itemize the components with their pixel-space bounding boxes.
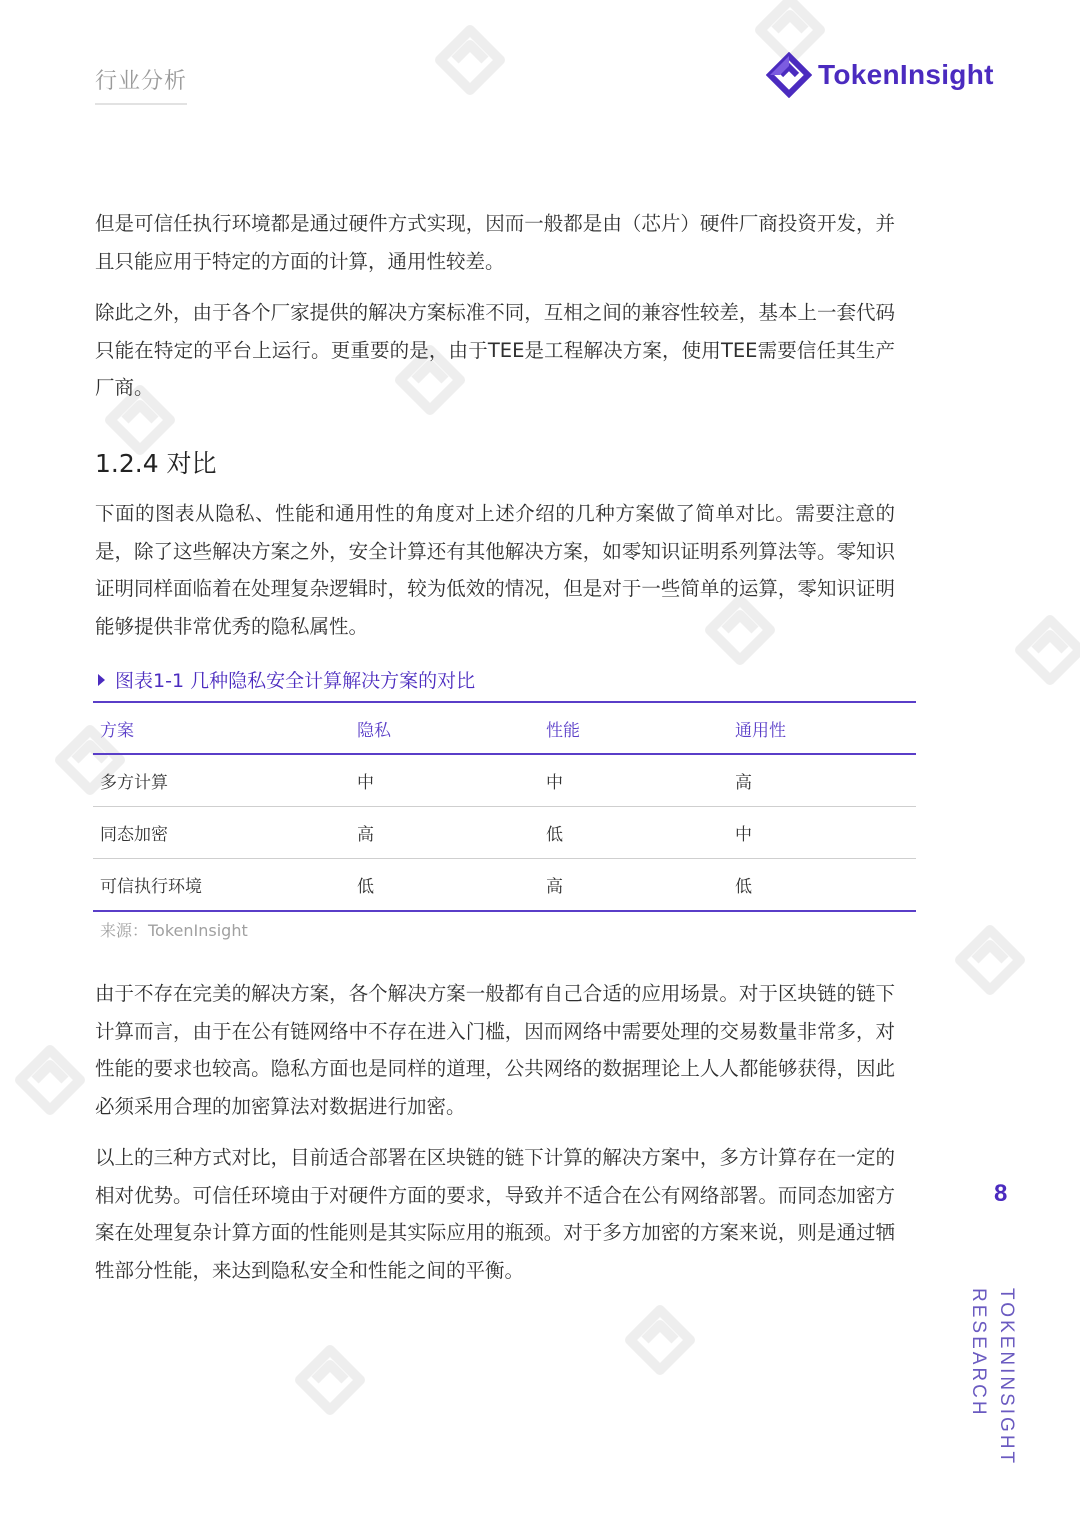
table-cell: 高: [728, 754, 916, 807]
vertical-brand-line-2: RESEARCH: [968, 1288, 989, 1418]
table-cell: 可信执行环境: [93, 859, 350, 912]
table-header-row: [93, 702, 916, 754]
comparison-table: [93, 701, 916, 912]
table-cell: 中: [728, 807, 916, 859]
column-header-scheme: 方案: [93, 702, 350, 754]
paragraph-tee-compatibility: 除此之外，由于各个厂家提供的解决方案标准不同，互相之间的兼容性较差，基本上一套代码只能在特定的平台上运行。更重要的是，由于TEE是工程解决方案，使用TEE需要信任其生产厂商。: [95, 301, 895, 399]
table-cell: 低: [539, 807, 728, 859]
column-header-generality: 通用性: [728, 702, 916, 754]
table-cell: 低: [350, 859, 539, 912]
table-source: 来源：TokenInsight: [100, 921, 248, 940]
vertical-brand-line-1: TOKENINSIGHT: [996, 1288, 1017, 1467]
table-caption-text: 图表1-1 几种隐私安全计算解决方案的对比: [115, 670, 476, 692]
column-header-privacy: 隐私: [350, 702, 539, 754]
brand-lockup: [766, 52, 994, 98]
table-cell: 中: [350, 754, 539, 807]
table-cell: 中: [539, 754, 728, 807]
brand-name: TokenInsight: [818, 59, 994, 90]
table-cell: 高: [539, 859, 728, 912]
tokeninsight-logo-icon: [766, 52, 812, 98]
table-cell: 低: [728, 859, 916, 912]
paragraph-conclusion: 以上的三种方式对比，目前适合部署在区块链的链下计算的解决方案中，多方计算存在一定的相对优势。可信任环境由于对硬件方面的要求，导致并不适合在公有网络部署。而同态加密方案在处理复杂计算方面的性能则是其实际应用的瓶颈。对于多方加密的方案来说，则是通过牺牲部分性能，来达到隐私安全和性能之间的平衡。: [95, 1146, 895, 1282]
section-label: 行业分析: [95, 64, 187, 105]
section-heading: 1.2.4 对比: [95, 449, 217, 478]
column-header-performance: 性能: [539, 702, 728, 754]
triangle-right-icon: [98, 674, 105, 686]
table-cell: 高: [350, 807, 539, 859]
table-cell: 多方计算: [93, 754, 350, 807]
paragraph-tee-hardware: 但是可信任执行环境都是通过硬件方式实现，因而一般都是由（芯片）硬件厂商投资开发，并且只能应用于特定的方面的计算，通用性较差。: [95, 212, 895, 273]
table-row: [93, 807, 916, 859]
paragraph-scenarios: 由于不存在完美的解决方案，各个解决方案一般都有自己合适的应用场景。对于区块链的链下计算而言，由于在公有链网络中不存在进入门槛，因而网络中需要处理的交易数量非常多，对性能的要求也较高。隐私方面也是同样的道理，公共网络的数据理论上人人都能够获得，因此必须采用合理的加密算法对数据进行加密。: [95, 982, 895, 1118]
table-row: [93, 754, 916, 807]
table-row: [93, 859, 916, 912]
vertical-brand-mark: [964, 1288, 1020, 1527]
table-cell: 同态加密: [93, 807, 350, 859]
table-caption: [98, 666, 475, 693]
page-number: 8: [994, 1180, 1008, 1207]
paragraph-comparison-intro: 下面的图表从隐私、性能和通用性的角度对上述介绍的几种方案做了简单对比。需要注意的是，除了这些解决方案之外，安全计算还有其他解决方案，如零知识证明系列算法等。零知识证明同样面临着在处理复杂逻辑时，较为低效的情况，但是对于一些简单的运算，零知识证明能够提供非常优秀的隐私属性。: [95, 502, 895, 638]
